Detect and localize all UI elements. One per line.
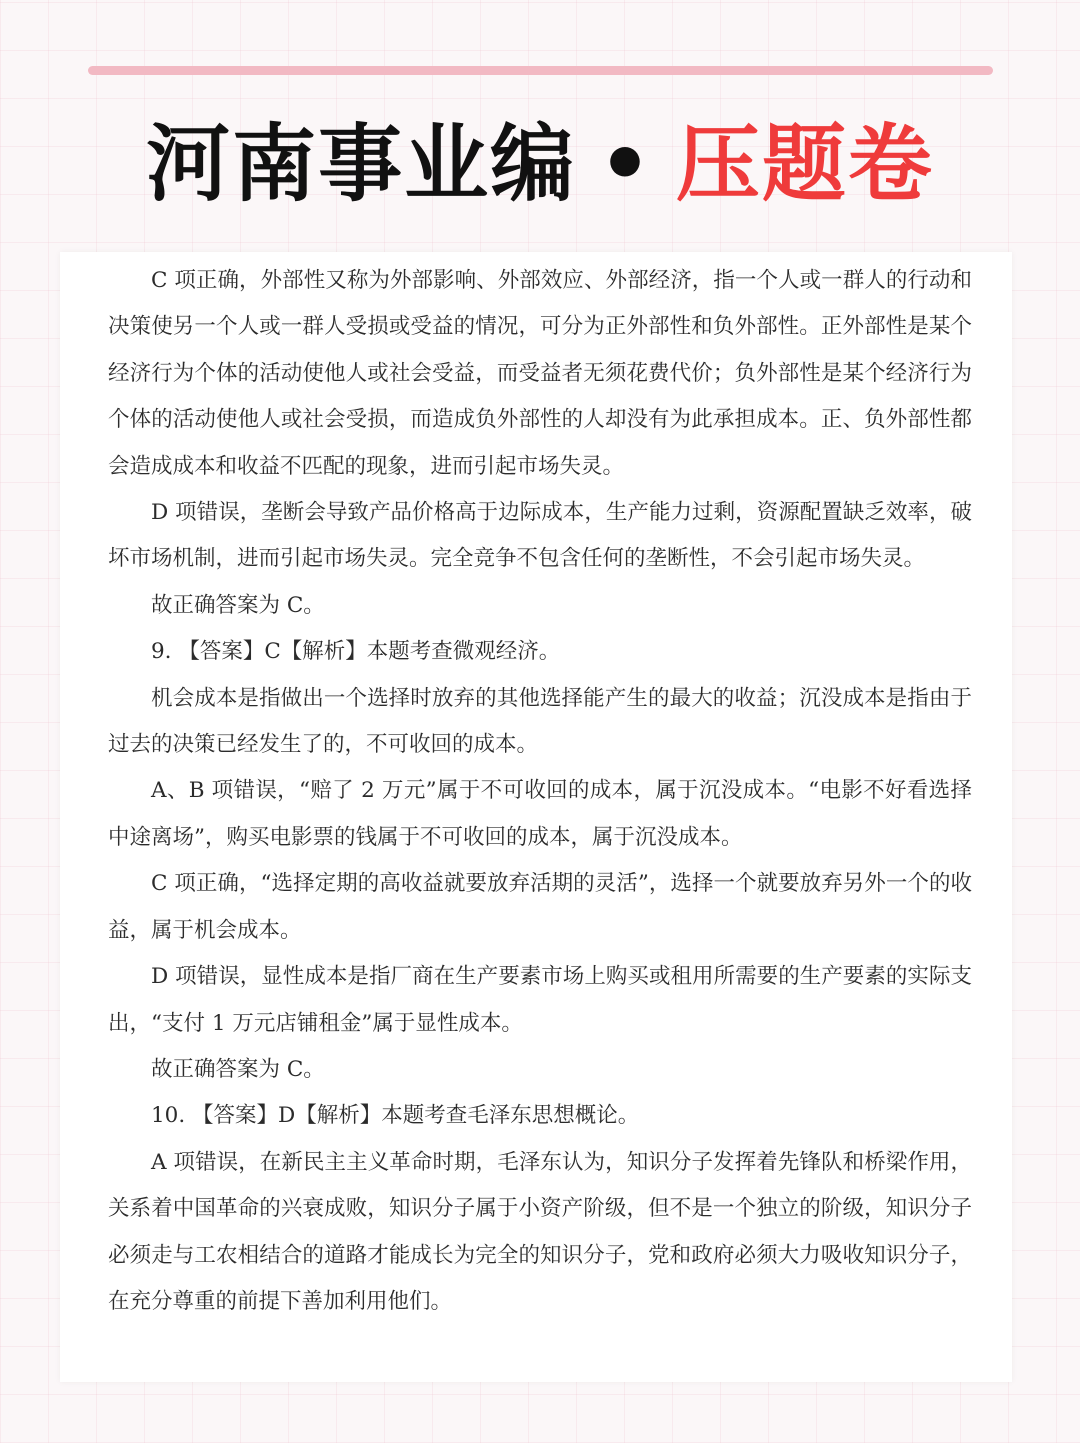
page-title bbox=[0, 108, 1080, 220]
paragraph: 机会成本是指做出一个选择时放弃的其他选择能产生的最大的收益；沉没成本是指由于过去的决策已经发生了的，不可收回的成本。 bbox=[108, 685, 972, 758]
paragraph: A 项错误，在新民主主义革命时期，毛泽东认为，知识分子发挥着先锋队和桥梁作用，关系着中国革命的兴衰成败，知识分子属于小资产阶级，但不是一个独立的阶级，知识分子必须走与工农相结合的道路才能成长为完全的知识分子，党和政府必须大力吸收知识分子，在充分尊重的前提下善加利用他们。 bbox=[108, 1149, 972, 1314]
paragraph: C 项正确，外部性又称为外部影响、外部效应、外部经济，指一个人或一群人的行动和决策使另一个人或一群人受损或受益的情况，可分为正外部性和负外部性。正外部性是某个经济行为个体的活动使他人或社会受益，而受益者无须花费代价；负外部性是某个经济行为个体的活动使他人或社会受损，而造成负外部性的人却没有为此承担成本。正、负外部性都会造成成本和收益不匹配的现象，进而引起市场失灵。 bbox=[108, 268, 972, 479]
paragraph: 10. 【答案】D【解析】本题考查毛泽东思想概论。 bbox=[151, 1103, 640, 1129]
title-separator-dot: • bbox=[598, 115, 654, 213]
header-divider bbox=[88, 66, 993, 75]
paragraph: 故正确答案为 C。 bbox=[151, 592, 325, 618]
title-main: 河南事业编 bbox=[146, 115, 577, 213]
document-body bbox=[108, 258, 972, 1325]
paragraph: 故正确答案为 C。 bbox=[151, 1056, 325, 1082]
paragraph: C 项正确，“选择定期的高收益就要放弃活期的灵活”，选择一个就要放弃另外一个的收益，属于机会成本。 bbox=[108, 871, 972, 943]
paragraph: 9. 【答案】C【解析】本题考查微观经济。 bbox=[151, 639, 561, 665]
title-accent: 压题卷 bbox=[675, 115, 934, 213]
paragraph: D 项错误，垄断会导致产品价格高于边际成本，生产能力过剩，资源配置缺乏效率，破坏市场机制，进而引起市场失灵。完全竞争不包含任何的垄断性，不会引起市场失灵。 bbox=[108, 500, 972, 572]
paragraph: A、B 项错误，“赔了 2 万元”属于不可收回的成本，属于沉没成本。“电影不好看选择中途离场”，购买电影票的钱属于不可收回的成本，属于沉没成本。 bbox=[108, 778, 972, 850]
paragraph: D 项错误，显性成本是指厂商在生产要素市场上购买或租用所需要的生产要素的实际支出，“支付 1 万元店铺租金”属于显性成本。 bbox=[108, 964, 972, 1036]
